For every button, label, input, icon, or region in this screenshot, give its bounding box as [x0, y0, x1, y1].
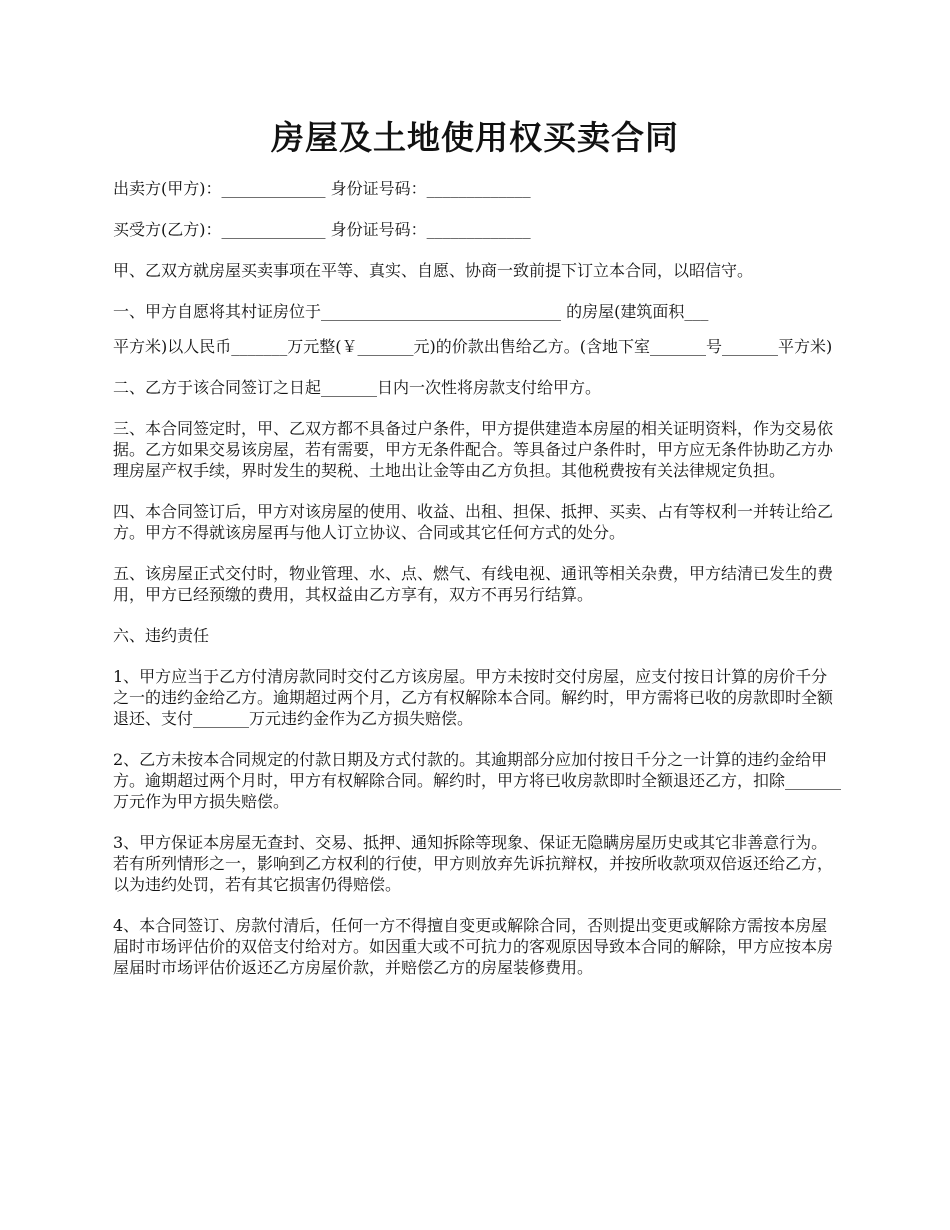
clause-6-item-1: 1、甲方应当于乙方付清房款同时交付乙方该房屋。甲方未按时交付房屋，应支付按日计算的房价千分之一的违约金给乙方。逾期超过两个月，乙方有权解除本合同。解约时，甲方需将已收的房款即时全额退还、支付_______万元违约金作为乙方损失赔偿。 [113, 667, 834, 728]
clause-1-line-1: 一、甲方自愿将其村证房位于______________________________ 的房屋(建筑面积___ [113, 302, 709, 321]
clause-2: 二、乙方于该合同签订之日起_______日内一次性将房款支付给甲方。 [113, 378, 602, 397]
clause-6-heading: 六、违约责任 [113, 626, 210, 645]
preamble: 甲、乙双方就房屋买卖事项在平等、真实、自愿、协商一致前提下订立本合同，以昭信守。 [113, 261, 754, 280]
clause-1-line-2: 平方米)以人民币_______万元整(￥_______元)的价款出售给乙方。(含地下室_______号_______平方米) [113, 337, 833, 356]
clause-6-item-3: 3、甲方保证本房屋无查封、交易、抵押、通知拆除等现象、保证无隐瞒房屋历史或其它非善意行为。若有所列情形之一，影响到乙方权利的行使，甲方则放弃先诉抗辩权，并按所收款项双倍返还给乙方，以为违约处罚，若有其它损害仍得赔偿。 [113, 833, 834, 894]
buyer-line: 买受方(乙方)：_____________ 身份证号码：_____________ [113, 220, 531, 239]
clause-6-item-4: 4、本合同签订、房款付清后，任何一方不得擅自变更或解除合同，否则提出变更或解除方需按本房屋届时市场评估价的双倍支付给对方。如因重大或不可抗力的客观原因导致本合同的解除，甲方应按本房屋届时市场评估价返还乙方房屋价款，并赔偿乙方的房屋装修费用。 [113, 916, 834, 977]
document-body [113, 178, 843, 998]
clause-4: 四、本合同签订后，甲方对该房屋的使用、收益、出租、担保、抵押、买卖、占有等权利一并转让给乙方。甲方不得就该房屋再与他人订立协议、合同或其它任何方式的处分。 [113, 502, 834, 542]
seller-line: 出卖方(甲方)：_____________ 身份证号码：_____________ [113, 179, 531, 198]
document-title: 房屋及土地使用权买卖合同 [271, 118, 679, 157]
clause-3: 三、本合同签定时，甲、乙双方都不具备过户条件，甲方提供建造本房屋的相关证明资料，作为交易依据。乙方如果交易该房屋，若有需要，甲方无条件配合。等具备过户条件时，甲方应无条件协助乙方办理房屋产权手续，界时发生的契税、土地出让金等由乙方负担。其他税费按有关法律规定负担。 [113, 419, 834, 480]
clause-6-item-2: 2、乙方未按本合同规定的付款日期及方式付款的。其逾期部分应加付按日千分之一计算的违约金给甲方。逾期超过两个月时，甲方有权解除合同。解约时，甲方将已收房款即时全额退还乙方，扣除_______万元作为甲方损失赔偿。 [113, 750, 842, 811]
clause-5: 五、该房屋正式交付时，物业管理、水、点、燃气、有线电视、通讯等相关杂费，甲方结清已发生的费用，甲方已经预缴的费用，其权益由乙方享有，双方不再另行结算。 [113, 564, 834, 604]
